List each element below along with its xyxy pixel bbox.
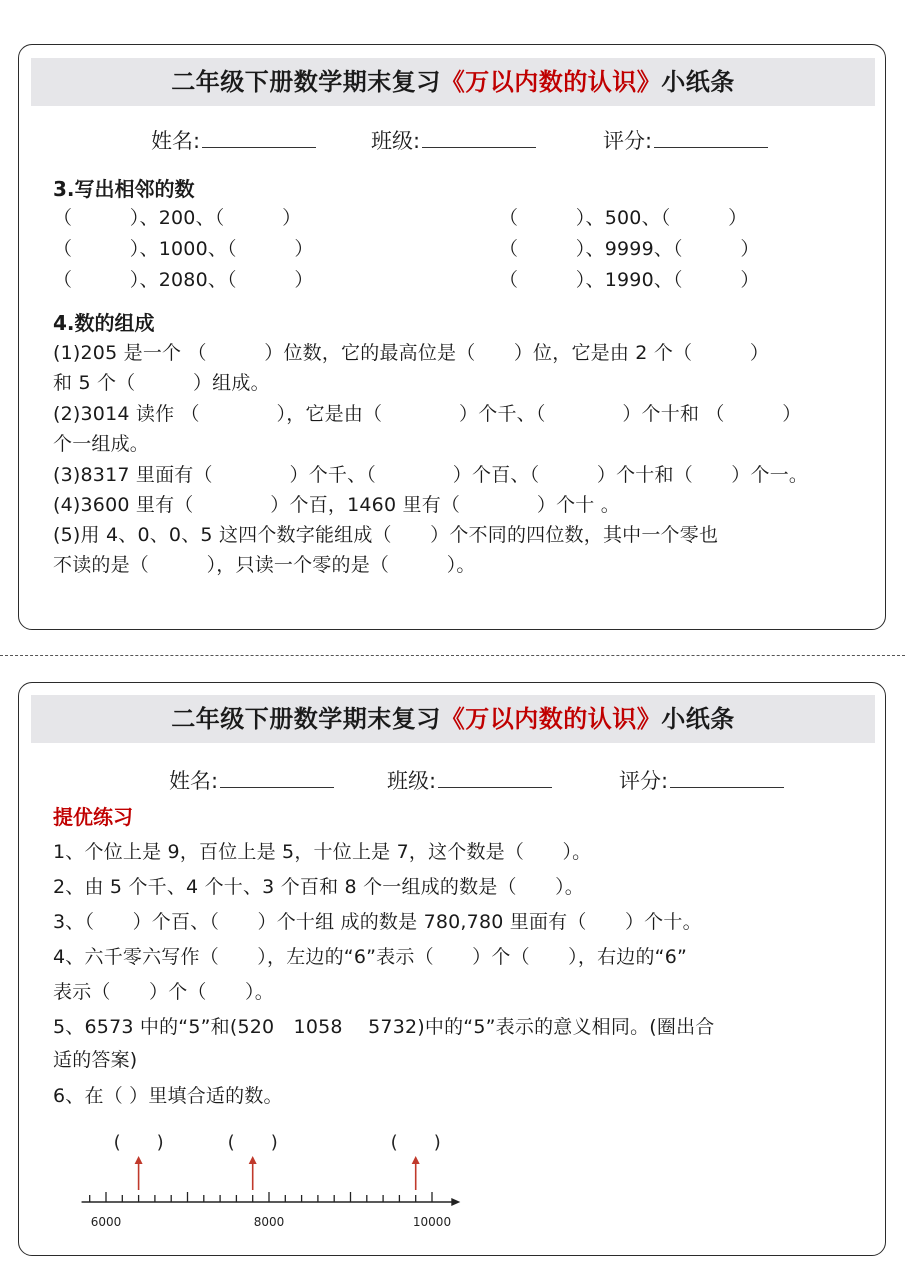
adjacent-row-3-left: （ ）、2080、（ ）: [53, 269, 314, 291]
question-line-3: 3、（ ）个百、（ ）个十组 成的数是 780,780 里面有（ ）个十。: [53, 911, 702, 933]
composition-line-7: (5)用 4、0、0、5 这四个数字能组成（ ）个不同的四位数，其中一个零也: [53, 524, 719, 546]
question-line-7: 适的答案): [53, 1049, 138, 1071]
composition-line-4: 个一组成。: [53, 433, 150, 455]
question-line-6: 5、6573 中的“5”和(520 1058 5732)中的“5”表示的意义相同。(圈出合: [53, 1016, 715, 1038]
card-1-title: [31, 58, 875, 106]
score-field[interactable]: [603, 125, 768, 155]
adjacent-row-1-left: （ ）、200、（ ）: [53, 207, 302, 229]
title-red-text: 《万以内数的认识》: [440, 705, 662, 733]
composition-line-2: 和 5 个（ ）组成。: [53, 372, 270, 394]
class-blank[interactable]: [422, 129, 536, 148]
class-blank[interactable]: [438, 769, 552, 788]
answer-blank: ( ): [227, 1132, 278, 1153]
tick-label: 10000: [412, 1215, 452, 1229]
class-label: 班级:: [387, 769, 437, 793]
adjacent-row-3-right: （ ）、1990、（ ）: [499, 269, 760, 291]
composition-line-1: (1)205 是一个 （ ）位数，它的最高位是（ ）位，它是由 2 个（ ）: [53, 342, 770, 364]
title-red-text: 《万以内数的认识》: [440, 68, 662, 96]
worksheet-card-1: [18, 44, 886, 630]
red-arrow-head: [249, 1156, 257, 1164]
title-suffix-text: 小纸条: [661, 68, 735, 96]
tick-label: 6000: [90, 1215, 122, 1229]
question-line-5: 表示（ ）个（ ）。: [53, 981, 274, 1003]
answer-blank: ( ): [390, 1132, 441, 1153]
cut-line: [0, 655, 905, 656]
adjacent-row-1-right: （ ）、500、（ ）: [499, 207, 748, 229]
composition-line-8: 不读的是（ ），只读一个零的是（ ）。: [53, 554, 476, 576]
composition-line-3: (2)3014 读作 （ ），它是由（ ）个千、（ ）个十和 （ ）: [53, 403, 802, 425]
name-blank[interactable]: [202, 129, 316, 148]
name-field[interactable]: [169, 765, 334, 795]
card-2-title: [31, 695, 875, 743]
score-label: 评分:: [603, 129, 653, 153]
title-text: 二年级下册数学期末复习: [171, 705, 441, 733]
name-blank[interactable]: [220, 769, 334, 788]
name-field[interactable]: [151, 125, 316, 155]
score-field[interactable]: [619, 765, 784, 795]
adjacent-row-2-right: （ ）、9999、（ ）: [499, 238, 760, 260]
question-line-4: 4、六千零六写作（ ），左边的“6”表示（ ）个（ ），右边的“6”: [53, 946, 688, 968]
section-4-title: 4.数的组成: [53, 311, 155, 335]
question-line-1: 1、个位上是 9，百位上是 5，十位上是 7，这个数是（ ）。: [53, 841, 592, 863]
name-label: 姓名:: [151, 129, 201, 153]
class-field[interactable]: [387, 765, 552, 795]
composition-line-5: (3)8317 里面有（ ）个千、（ ）个百、（ ）个十和（ ）个一。: [53, 464, 809, 486]
score-blank[interactable]: [670, 769, 784, 788]
class-label: 班级:: [371, 129, 421, 153]
title-text: 二年级下册数学期末复习: [171, 68, 441, 96]
red-arrow-head: [135, 1156, 143, 1164]
adjacent-row-2-left: （ ）、1000、（ ）: [53, 238, 314, 260]
answer-blank: ( ): [113, 1132, 164, 1153]
question-line-8: 6、在（ ）里填合适的数。: [53, 1085, 283, 1107]
tick-label: 8000: [253, 1215, 285, 1229]
name-label: 姓名:: [169, 769, 219, 793]
title-suffix-text: 小纸条: [661, 705, 735, 733]
score-label: 评分:: [619, 769, 669, 793]
composition-line-6: (4)3600 里有（ ）个百，1460 里有（ ）个十 。: [53, 494, 620, 516]
score-blank[interactable]: [654, 129, 768, 148]
advanced-practice-title: 提优练习: [53, 805, 133, 829]
section-3-title: 3.写出相邻的数: [53, 177, 195, 201]
class-field[interactable]: [371, 125, 536, 155]
number-line: [70, 1128, 452, 1238]
question-line-2: 2、由 5 个千、4 个十、3 个百和 8 个一组成的数是（ ）。: [53, 876, 584, 898]
